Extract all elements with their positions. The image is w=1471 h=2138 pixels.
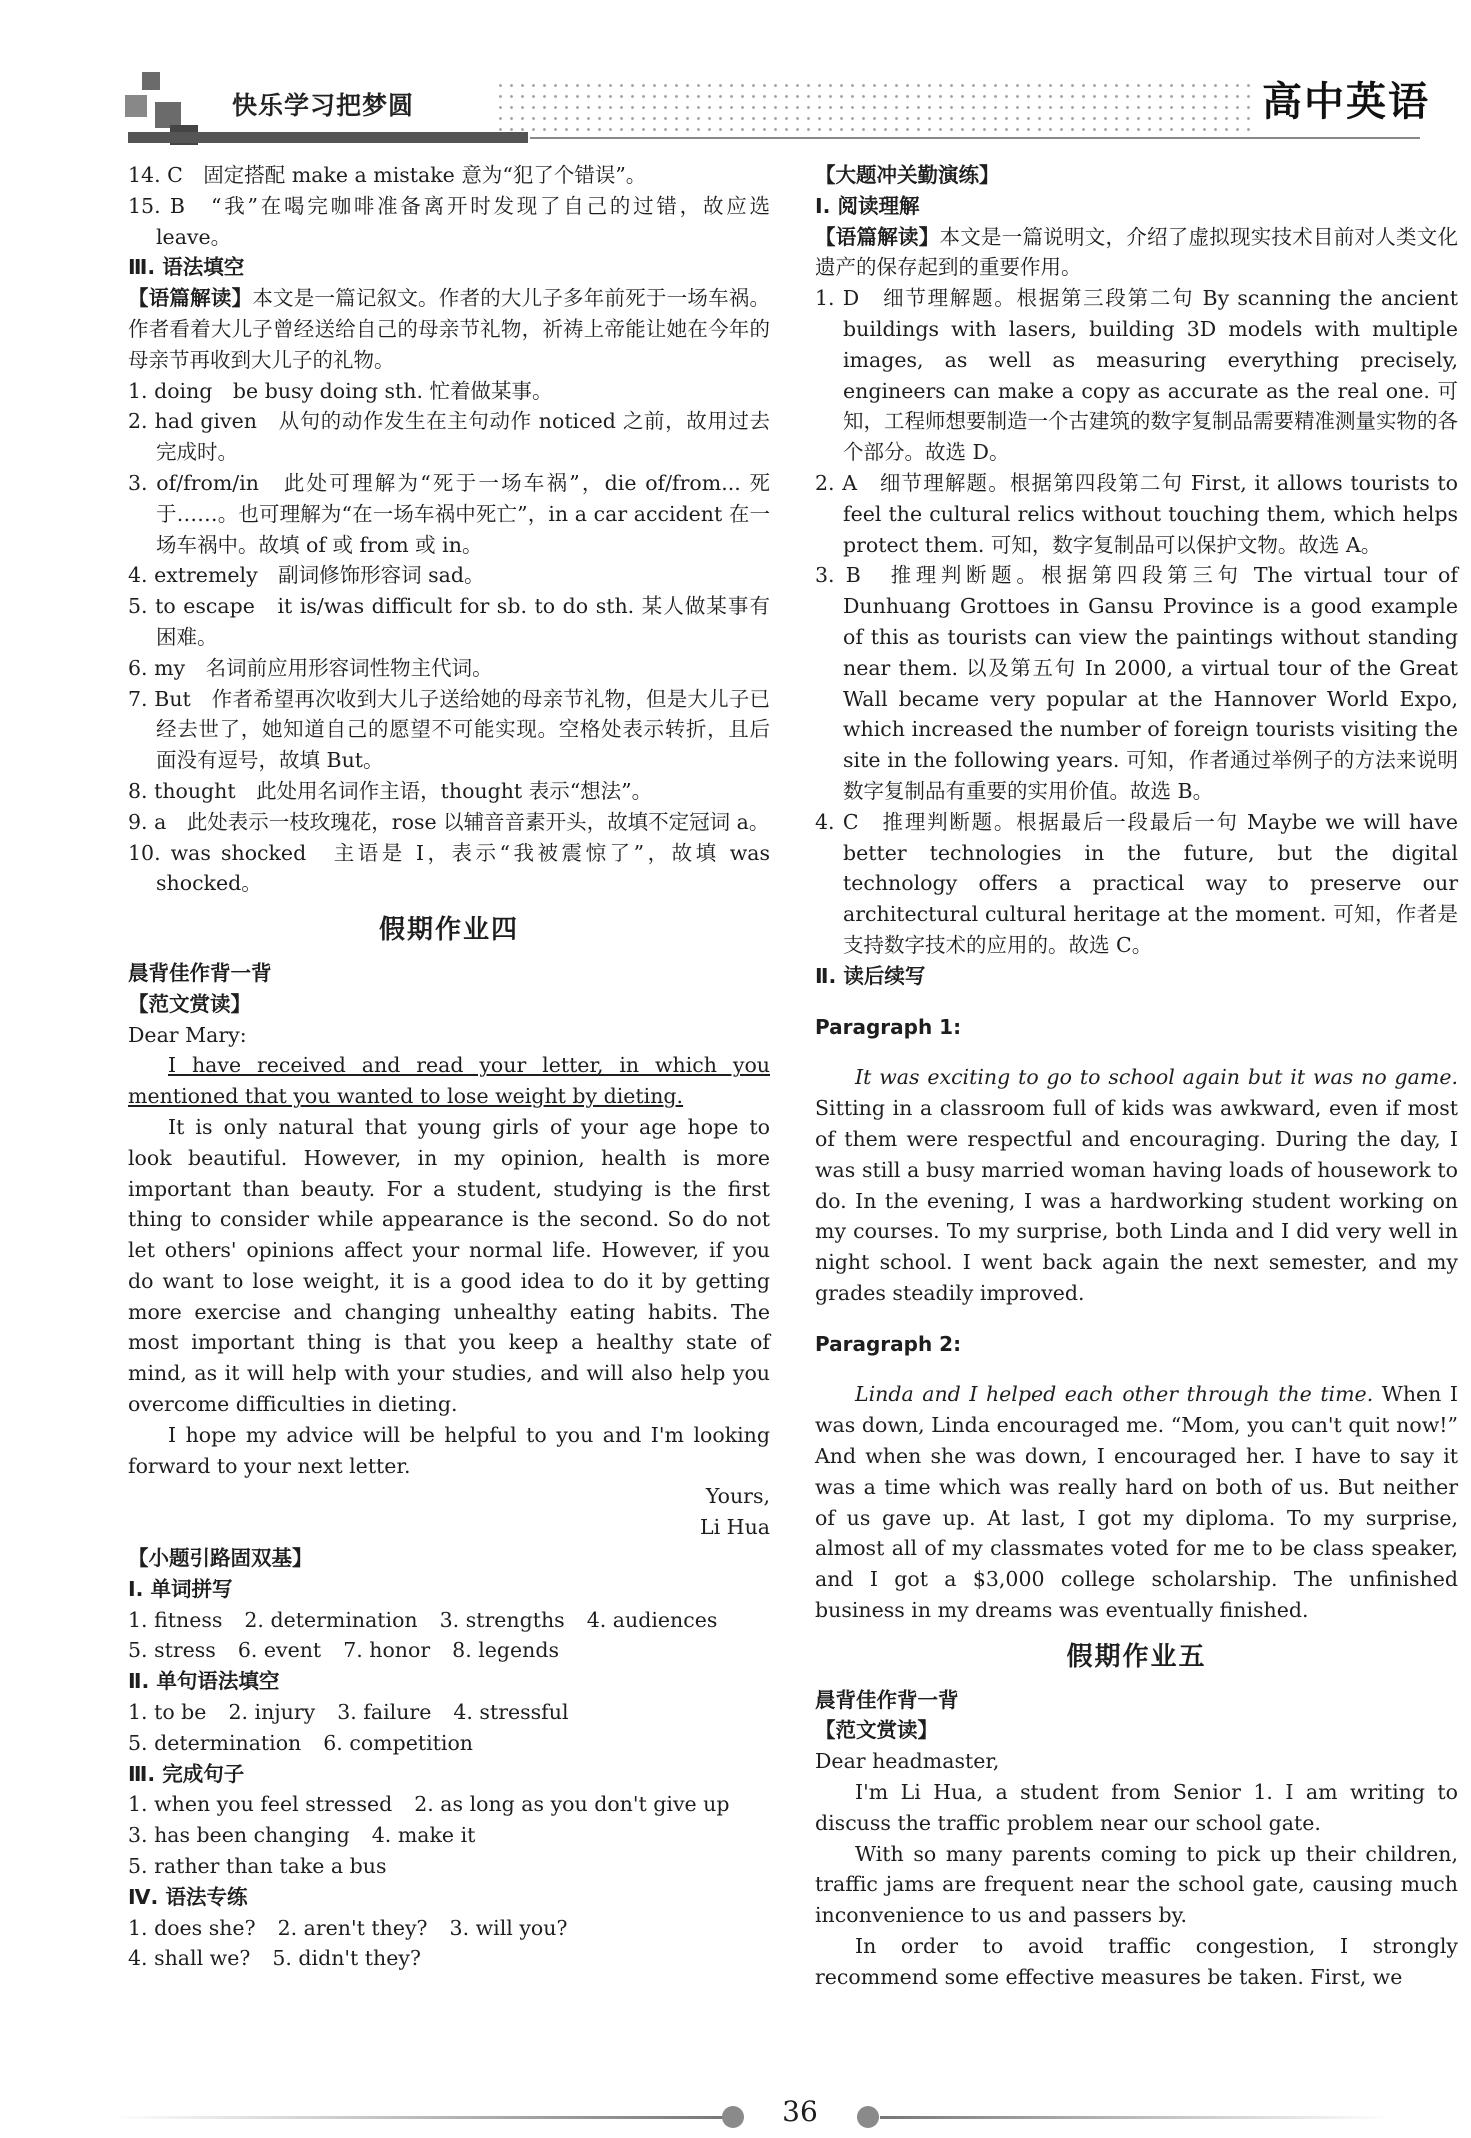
answer-item: 1. D 细节理解题。根据第三段第二句 By scanning the ancient buildings with lasers, building 3D models with multiple images, as well as measuring everything precisely, engineers can make a copy as accurate as the real one. 可知，工程师想要制造一个古建筑的数字复制品需要精准测量实物的各个部分。故选 D。 <box>815 286 1458 465</box>
answer-row <box>128 1697 770 1728</box>
answer-item: 2. as long as you don't give up <box>414 1792 730 1817</box>
answer-item: 4. audiences <box>586 1607 718 1632</box>
subject-title: 高中英语 <box>1262 79 1430 125</box>
letter-closing: Yours, <box>705 1484 770 1509</box>
footer-dot <box>857 2106 879 2128</box>
answer-item: 1. to be <box>128 1700 207 1725</box>
footer-line <box>110 2116 730 2119</box>
decor-square <box>125 95 147 117</box>
section-title: Ⅰ. 阅读理解 <box>815 193 920 218</box>
answer-item: 5. rather than take a bus <box>128 1854 387 1879</box>
answer-row <box>128 1605 770 1636</box>
header-dot-pattern <box>495 80 1255 138</box>
answer-item: 14. C 固定搭配 make a mistake 意为“犯了个错误”。 <box>128 163 647 187</box>
answer-item: 9. a 此处表示一枝玫瑰花，rose 以辅音音素开头，故填不定冠词 a。 <box>128 809 770 834</box>
section-title: Ⅳ. 语法专练 <box>128 1884 248 1909</box>
answer-item: 1. doing be busy doing sth. 忙着做某事。 <box>128 378 553 403</box>
subsection-title: 晨背佳作背一背 <box>815 1687 959 1712</box>
paragraph-text: Sitting in a classroom full of kids was awkward, even if most of them were respectful and encouraging. During the day, I was still a busy married woman having loads of housework to do. In the evening, I was a hardworking student working on my courses. To my surprise, both Linda and I did very well in night school. I went back again the next semester, and my grades steadily improved. <box>815 1096 1458 1305</box>
homework-title: 假期作业五 <box>1066 1641 1207 1672</box>
answer-item: 6. my 名词前应用形容词性物主代词。 <box>128 655 493 680</box>
section-label: 【小题引路固双基】 <box>128 1546 313 1571</box>
letter-greeting: Dear headmaster, <box>815 1749 1000 1774</box>
passage-analysis <box>815 222 1458 284</box>
answer-item: 3. has been changing <box>128 1823 350 1848</box>
section-title: Ⅲ. 完成句子 <box>128 1761 245 1786</box>
letter-paragraph: With so many parents coming to pick up their children, traffic jams are frequent near the school gate, causing much inconvenience to us and passers by. <box>815 1841 1458 1928</box>
answer-item: 4. stressful <box>453 1700 569 1725</box>
answer-row <box>128 1943 770 1974</box>
subsection-title: 晨背佳作背一背 <box>128 960 272 985</box>
answer-row <box>128 1913 770 1944</box>
answer-item: 4. extremely 副词修饰形容词 sad。 <box>128 563 485 588</box>
letter-greeting: Dear Mary: <box>128 1022 247 1047</box>
answer-item: 3. failure <box>337 1700 432 1725</box>
answer-item: 3. will you? <box>449 1915 568 1940</box>
answer-item: 15. B “我”在喝完咖啡准备离开时发现了自己的过错，故应选 leave。 <box>128 193 770 249</box>
analysis-text: 本文是一篇记叙文。作者的大儿子多年前死于一场车祸。作者看着大儿子曾经送给自己的母亲节礼物，祈祷上帝能让她在今年的母亲节再收到大儿子的礼物。 <box>128 286 771 372</box>
answer-item: 1. when you feel stressed <box>128 1792 393 1817</box>
left-column <box>128 160 770 1974</box>
section-title: Ⅰ. 单词拼写 <box>128 1576 233 1601</box>
decor-square <box>142 72 160 90</box>
paragraph-text: When I was down, Linda encouraged me. “Mom, you can't quit now!” And when she was down, I encouraged her. I have to say it was a time which was really hard on both of us. But neither of us gave up. At last, I got my diploma. To my surprise, almost all of my classmates voted for me to be class speaker, and I got a $3,000 college scholarship. The unfinished business in my dreams was eventually finished. <box>815 1382 1458 1623</box>
answer-item: 10. was shocked 主语是 I，表示“我被震惊了”，故填 was shocked。 <box>128 840 770 896</box>
letter-signature: Li Hua <box>700 1515 770 1540</box>
model-label: 【范文赏读】 <box>815 1718 938 1743</box>
answer-item: 1. does she? <box>128 1915 256 1940</box>
answer-item: 5. stress <box>128 1638 216 1663</box>
answer-item: 8. legends <box>452 1638 560 1663</box>
section-title: Ⅲ. 语法填空 <box>128 255 245 280</box>
answer-item: 6. competition <box>323 1730 473 1755</box>
answer-item: 5. to escape it is/was difficult for sb. to do sth. 某人做某事有困难。 <box>128 594 770 649</box>
section-title: Ⅱ. 读后续写 <box>815 963 926 988</box>
continuation-paragraph <box>815 1062 1458 1308</box>
answer-row <box>128 1789 770 1820</box>
passage-analysis <box>128 283 770 375</box>
header-bar <box>128 132 528 143</box>
answer-item: 3. B 推理判断题。根据第四段第三句 The virtual tour of Dunhuang Grottoes in Gansu Province is a good example of this as tourists can view the paintings without standing near them. 以及第五句 In 2000, a virtual tour of the Great Wall became very popular at the Hannover World Expo, which increased the number of foreign tourists visiting the site in the following years. 可知，作者通过举例子的方法来说明数字复制品有重要的实用价值。故选 B。 <box>815 563 1458 803</box>
analysis-label: 【语篇解读】 <box>128 286 253 311</box>
answer-item: 3. of/from/in 此处可理解为“死于一场车祸”，die of/from... 死于……。也可理解为“在一场车祸中死亡”，in a car accident 在一场车祸中。故填 of 或 from 或 in。 <box>128 470 770 557</box>
footer-line <box>880 2116 1390 2119</box>
continuation-paragraph <box>815 1379 1458 1625</box>
answer-item: 7. But 作者希望再次收到大儿子送给她的母亲节礼物，但是大儿子已经去世了，她知道自己的愿望不可能实现。空格处表示转折，且后面没有逗号，故填 But。 <box>128 686 770 773</box>
page-number: 36 <box>782 2095 818 2128</box>
answer-item: 8. thought 此处用名词作主语，thought 表示“想法”。 <box>128 778 653 803</box>
page-footer <box>0 2090 1471 2138</box>
letter-paragraph: It is only natural that young girls of your age hope to look beautiful. However, in my opinion, health is more important than beauty. For a student, studying is the first thing to consider while appearance is the second. So do not let others' opinions affect your normal life. However, if you do want to lose weight, it is a good idea to do it by getting more exercise and changing unhealthy eating habits. The most important thing is that you keep a healthy state of mind, as it will help with your studies, and will also help you overcome difficulties in dieting. <box>128 1114 770 1417</box>
right-column <box>815 160 1458 1993</box>
paragraph-label: Paragraph 1: <box>815 1014 962 1039</box>
homework-title: 假期作业四 <box>378 915 519 946</box>
given-sentence: It was exciting to go to school again but it was no game. <box>855 1065 1458 1090</box>
paragraph-label: Paragraph 2: <box>815 1331 962 1356</box>
answer-row <box>128 1635 770 1666</box>
answer-item: 3. strengths <box>439 1607 565 1632</box>
header-divider <box>530 137 1420 139</box>
answer-row <box>128 1820 770 1882</box>
letter-paragraph: I have received and read your letter, in which you mentioned that you wanted to lose weight by dieting. <box>128 1053 770 1109</box>
answer-item: 6. event <box>237 1638 322 1663</box>
answer-item: 5. didn't they? <box>272 1946 421 1971</box>
letter-paragraph: I'm Li Hua, a student from Senior 1. I am writing to discuss the traffic problem near our school gate. <box>815 1780 1458 1835</box>
page-header <box>0 0 1471 160</box>
answer-item: 2. aren't they? <box>277 1915 428 1940</box>
model-label: 【范文赏读】 <box>128 991 251 1016</box>
answer-item: 5. determination <box>128 1730 302 1755</box>
letter-paragraph: In order to avoid traffic congestion, I strongly recommend some effective measures be taken. First, we <box>815 1934 1458 1989</box>
answer-item: 4. C 推理判断题。根据最后一段最后一句 Maybe we will have better technologies in the future, but the digital technology offers a practical way to preserve our architectural cultural heritage at the moment. 可知，作者是支持数字技术的应用的。故选 C。 <box>815 809 1458 957</box>
answer-item: 7. honor <box>343 1638 431 1663</box>
answer-item: 2. had given 从句的动作发生在主句动作 noticed 之前，故用过去完成时。 <box>128 409 770 465</box>
footer-dot <box>722 2106 744 2128</box>
section-title: Ⅱ. 单句语法填空 <box>128 1669 280 1694</box>
answer-item: 4. shall we? <box>128 1946 251 1971</box>
brand-slogan: 快乐学习把梦圆 <box>232 91 415 120</box>
answer-item: 2. injury <box>228 1700 316 1725</box>
answer-item: 4. make it <box>371 1823 476 1848</box>
section-label: 【大题冲关勤演练】 <box>815 163 1000 187</box>
answer-item: 2. A 细节理解题。根据第四段第二句 First, it allows tourists to feel the cultural relics without touching them, which helps protect them. 可知，数字复制品可以保护文物。故选 A。 <box>815 470 1458 557</box>
answer-item: 1. fitness <box>128 1607 223 1632</box>
analysis-label: 【语篇解读】 <box>815 224 940 249</box>
answer-row <box>128 1728 770 1759</box>
letter-paragraph: I hope my advice will be helpful to you and I'm looking forward to your next letter. <box>128 1422 770 1478</box>
given-sentence: Linda and I helped each other through the time. <box>855 1382 1374 1407</box>
analysis-text: 本文是一篇说明文，介绍了虚拟现实技术目前对人类文化遗产的保存起到的重要作用。 <box>815 224 1458 280</box>
answer-item: 2. determination <box>244 1607 418 1632</box>
